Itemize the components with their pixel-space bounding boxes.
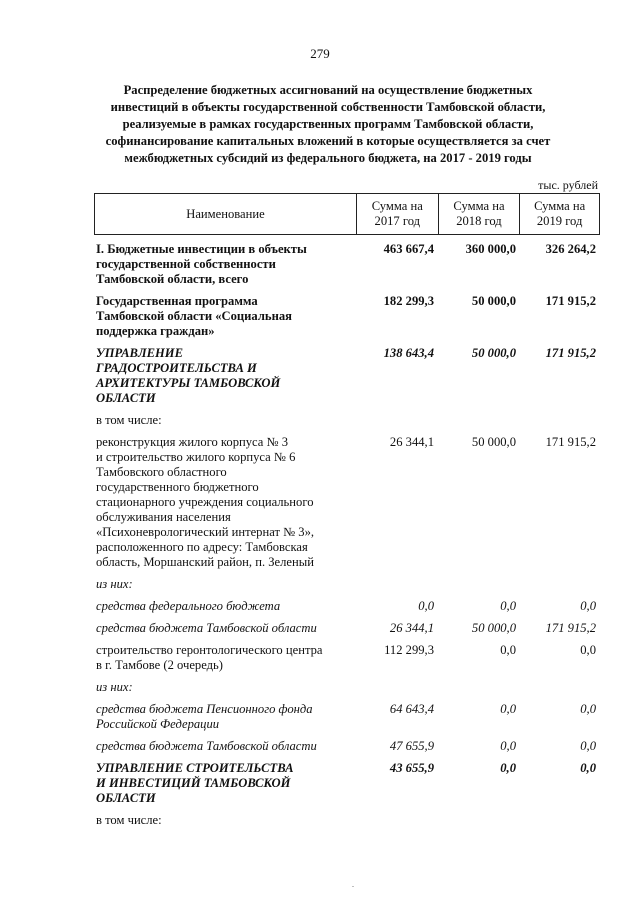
value-2019: 0,0 <box>580 702 596 716</box>
title-line: Распределение бюджетных ассигнований на осуществление бюджетных <box>123 83 533 97</box>
row-name-line: ОБЛАСТИ <box>96 391 156 405</box>
table-row <box>94 294 600 339</box>
row-name-line: стационарного учреждения социального <box>96 495 314 509</box>
row-name-line: Российской Федерации <box>96 717 220 731</box>
row-name-line: область, Моршанский район, п. Зеленый <box>96 555 314 569</box>
value-2019: 326 264,2 <box>545 242 596 256</box>
header-2017-line: 2017 год <box>374 214 421 228</box>
row-name-line: ОБЛАСТИ <box>96 791 156 805</box>
value-2018: 0,0 <box>500 761 516 775</box>
value-2018: 0,0 <box>500 739 516 753</box>
value-2017: 26 344,1 <box>389 435 434 449</box>
row-name-line: I. Бюджетные инвестиции в объекты <box>96 242 307 256</box>
value-2017: 182 299,3 <box>383 294 434 308</box>
scan-mark: . <box>352 880 354 889</box>
value-2017: 138 643,4 <box>383 346 434 360</box>
row-name-line: реконструкция жилого корпуса № 3 <box>96 435 288 449</box>
row-name <box>94 702 356 732</box>
row-name-line: средства федерального бюджета <box>96 599 281 613</box>
row-name-line: и строительство жилого корпуса № 6 <box>96 450 296 464</box>
table-row <box>94 739 600 754</box>
row-name-line: Государственная программа <box>96 294 258 308</box>
page-number: 279 <box>310 46 330 61</box>
value-2018: 0,0 <box>500 643 516 657</box>
header-2019 <box>519 194 599 234</box>
table-header <box>94 193 600 235</box>
row-name <box>94 435 356 570</box>
row-name-line: строительство геронтологического центра <box>96 643 323 657</box>
row-name-line: УПРАВЛЕНИЕ СТРОИТЕЛЬСТВА <box>96 761 294 775</box>
row-name-line: Тамбовской области «Социальная <box>96 309 292 323</box>
value-2017: 112 299,3 <box>384 643 434 657</box>
budget-table <box>94 193 600 828</box>
row-name-line: средства бюджета Тамбовской области <box>96 739 317 753</box>
value-2019: 171 915,2 <box>545 435 596 449</box>
value-2019: 171 915,2 <box>545 621 596 635</box>
row-name-line: расположенного по адресу: Тамбовская <box>96 540 308 554</box>
title-line: реализуемые в рамках государственных программ Тамбовской области, <box>122 117 534 131</box>
title-line: межбюджетных субсидий из федерального бюджета, на 2017 - 2019 годы <box>124 151 532 165</box>
table-row <box>94 621 600 636</box>
value-2017: 26 344,1 <box>389 621 434 635</box>
row-name-line: средства бюджета Пенсионного фонда <box>96 702 313 716</box>
value-2018: 0,0 <box>500 702 516 716</box>
value-2019: 0,0 <box>580 761 596 775</box>
row-name-line: И ИНВЕСТИЦИЙ ТАМБОВСКОЙ <box>96 776 291 790</box>
value-2018: 50 000,0 <box>471 346 516 360</box>
value-2018: 50 000,0 <box>471 435 516 449</box>
row-name-line: обслуживания населения <box>96 510 231 524</box>
title-line: софинансирование капитальных вложений в которые осуществляется за счет <box>105 134 551 148</box>
row-name <box>94 761 356 806</box>
table-body <box>94 242 600 828</box>
row-name-line: АРХИТЕКТУРЫ ТАМБОВСКОЙ <box>96 376 281 390</box>
row-name <box>94 739 356 754</box>
row-name-line: в г. Тамбове (2 очередь) <box>96 658 223 672</box>
row-name-line: средства бюджета Тамбовской области <box>96 621 317 635</box>
row-name-line: поддержка граждан» <box>96 324 215 338</box>
table-note: в том числе: <box>96 413 162 427</box>
table-row <box>94 599 600 614</box>
header-2018 <box>438 194 520 234</box>
row-name <box>94 294 356 339</box>
header-2017 <box>356 194 438 234</box>
value-2018: 50 000,0 <box>471 294 516 308</box>
value-2017: 64 643,4 <box>389 702 434 716</box>
header-name: Наименование <box>186 206 265 221</box>
header-2017-line: Сумма на <box>371 199 423 213</box>
header-2018-line: 2018 год <box>456 214 502 228</box>
row-name-line: государственного бюджетного <box>96 480 259 494</box>
table-row <box>94 346 600 406</box>
row-name <box>94 621 356 636</box>
value-2018: 360 000,0 <box>465 242 516 256</box>
table-note: в том числе: <box>96 813 162 827</box>
value-2017: 47 655,9 <box>389 739 434 753</box>
header-2018-line: Сумма на <box>453 199 505 213</box>
row-name <box>94 242 356 287</box>
header-2019-line: 2019 год <box>536 214 583 228</box>
row-name <box>94 346 356 406</box>
row-name-line: государственной собственности <box>96 257 276 271</box>
table-row <box>94 702 600 732</box>
table-row <box>94 435 600 570</box>
value-2017: 43 655,9 <box>389 761 434 775</box>
value-2019: 171 915,2 <box>545 346 596 360</box>
table-row <box>94 643 600 673</box>
value-2019: 171 915,2 <box>545 294 596 308</box>
title-line: инвестиций в объекты государственной собственности Тамбовской области, <box>110 100 546 114</box>
table-note: из них: <box>96 680 133 694</box>
row-name <box>94 599 356 614</box>
unit-label: тыс. рублей <box>538 178 598 192</box>
table-row <box>94 761 600 806</box>
row-name-line: ГРАДОСТРОИТЕЛЬСТВА И <box>96 361 257 375</box>
row-name <box>94 643 356 673</box>
document-title <box>88 82 568 167</box>
row-name-line: УПРАВЛЕНИЕ <box>96 346 183 360</box>
value-2019: 0,0 <box>580 739 596 753</box>
value-2017: 463 667,4 <box>383 242 434 256</box>
value-2018: 50 000,0 <box>471 621 516 635</box>
row-name-line: Тамбовского областного <box>96 465 227 479</box>
value-2019: 0,0 <box>580 599 596 613</box>
row-name-line: Тамбовской области, всего <box>96 272 249 286</box>
value-2018: 0,0 <box>500 599 516 613</box>
value-2017: 0,0 <box>418 599 434 613</box>
table-row <box>94 242 600 287</box>
header-2019-line: Сумма на <box>534 199 586 213</box>
value-2019: 0,0 <box>580 643 596 657</box>
table-note: из них: <box>96 577 133 591</box>
row-name-line: «Психоневрологический интернат № 3», <box>96 525 315 539</box>
